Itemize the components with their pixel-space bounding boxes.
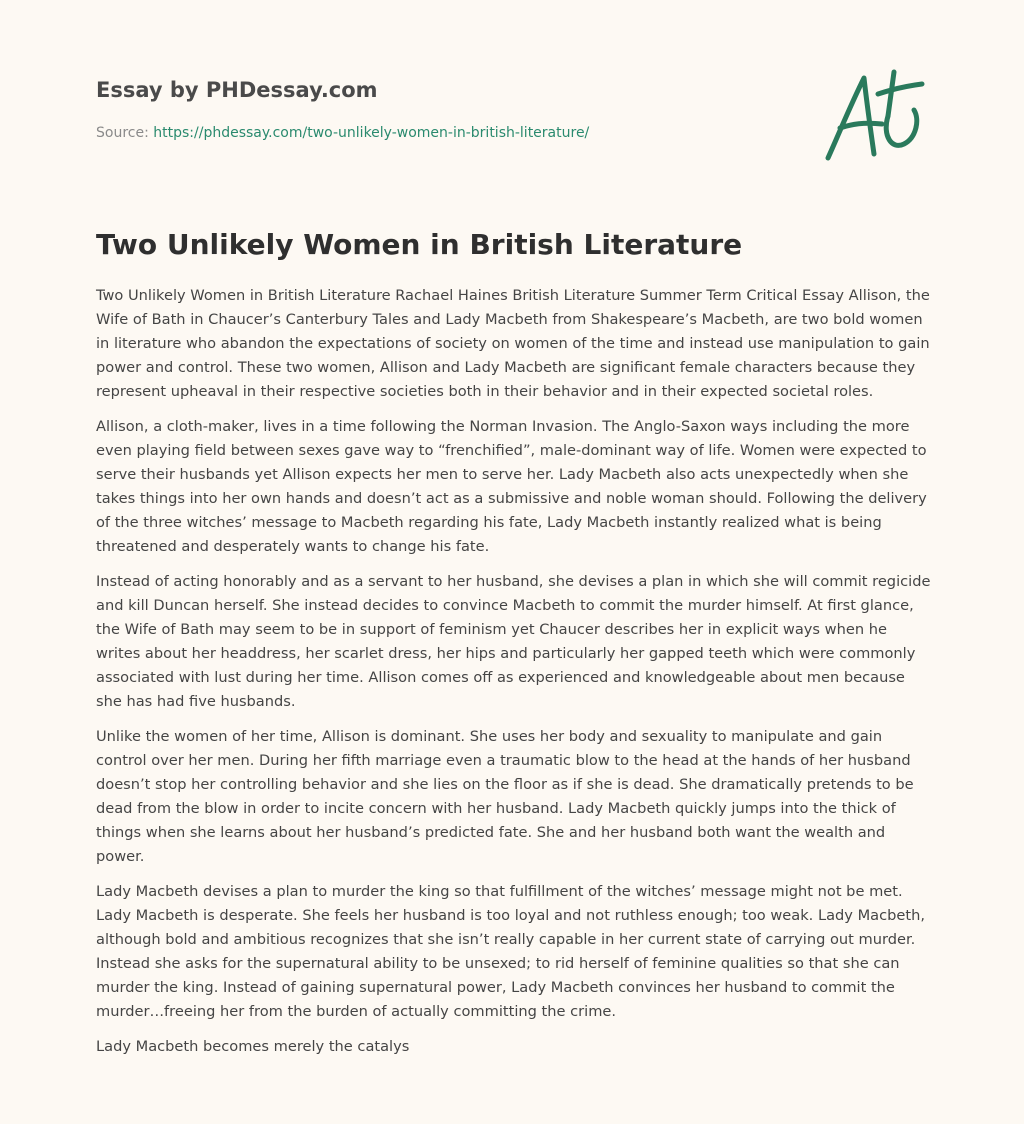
essay-paragraph: Two Unlikely Women in British Literature Rachael Haines British Literature Summer Term Critical Essay Allison, the Wife of Bath in Chaucer’s Canterbury Tales and Lady Macbeth from Shakespeare’s Macbeth, are two bold women in literature who abandon the expectations of society on women of the time and instead use manipulation to gain power and control. These two women, Allison and Lady Macbeth are significant female characters because they represent upheaval in their respective societies both in their behavior and in their expected societal roles.: [96, 287, 930, 400]
brand-title: Essay by PHDessay.com: [96, 78, 378, 102]
essay-paragraph: Instead of acting honorably and as a servant to her husband, she devises a plan in which she will commit regicide and kill Duncan herself. She instead decides to convince Macbeth to commit the murder himself. At first glance, the Wife of Bath may seem to be in support of feminism yet Chaucer describes her in explicit ways when he writes about her headdress, her scarlet dress, her hips and particularly her gapped teeth which were commonly associated with lust during her time. Allison comes off as experienced and knowledgeable about men because she has had five husbands.: [96, 573, 931, 710]
a-plus-logo-icon: [820, 66, 928, 166]
essay-paragraph: Allison, a cloth-maker, lives in a time following the Norman Invasion. The Anglo-Saxon ways including the more even playing field between sexes gave way to “frenchified”, male-dominant way of life. Women were expected to serve their husbands yet Allison expects her men to serve her. Lady Macbeth also acts unexpectedly when she takes things into her own hands and doesn’t act as a submissive and noble woman should. Following the delivery of the three witches’ message to Macbeth regarding his fate, Lady Macbeth instantly realized what is being threatened and desperately wants to change his fate.: [96, 418, 927, 555]
essay-paragraph: Lady Macbeth devises a plan to murder the king so that fulfillment of the witches’ message might not be met. Lady Macbeth is desperate. She feels her husband is too loyal and not ruthless enough; too weak. Lady Macbeth, although bold and ambitious recognizes that she isn’t really capable in her current state of carrying out murder. Instead she asks for the supernatural ability to be unsexed; to rid herself of feminine qualities so that she can murder the king. Instead of gaining supernatural power, Lady Macbeth convinces her husband to commit the murder…freeing her from the burden of actually committing the crime.: [96, 883, 925, 1020]
essay-body: [96, 284, 932, 1070]
essay-paragraph: Unlike the women of her time, Allison is dominant. She uses her body and sexuality to manipulate and gain control over her men. During her fifth marriage even a traumatic blow to the head at the hands of her husband doesn’t stop her controlling behavior and she lies on the floor as if she is dead. She dramatically pretends to be dead from the blow in order to incite concern with her husband. Lady Macbeth quickly jumps into the thick of things when she learns about her husband’s predicted fate. She and her husband both want the wealth and power.: [96, 728, 914, 865]
essay-title: Two Unlikely Women in British Literature: [96, 228, 743, 261]
source-label: Source:: [96, 125, 154, 141]
essay-header: [96, 76, 736, 143]
source-line: [96, 123, 736, 143]
source-link[interactable]: https://phdessay.com/two-unlikely-women-in-british-literature/: [153, 125, 590, 141]
essay-paragraph: Lady Macbeth becomes merely the catalys: [96, 1038, 410, 1055]
